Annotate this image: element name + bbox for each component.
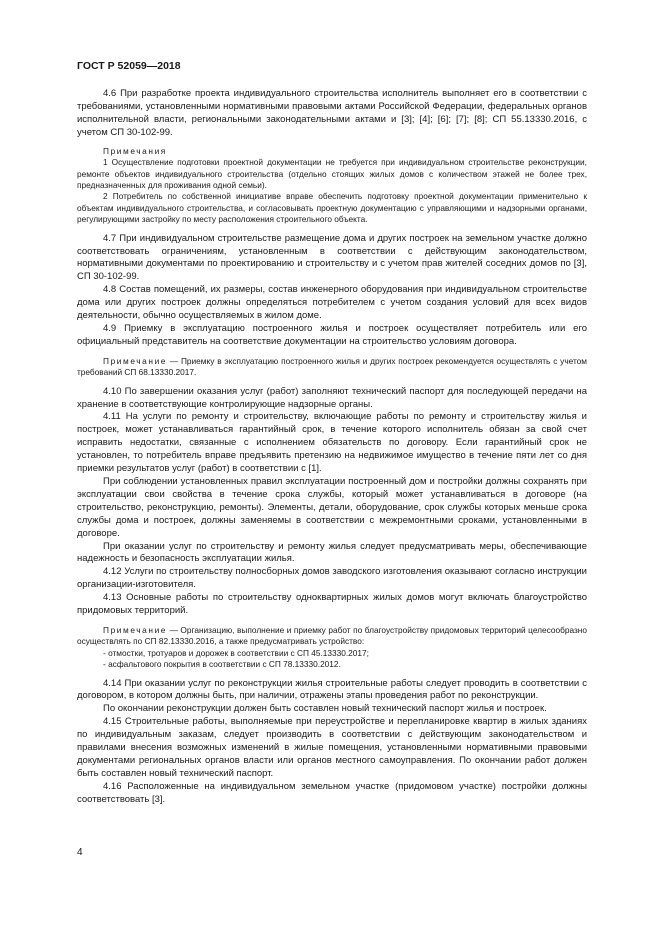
note-4-9-text: — Приемку в эксплуатацию построенного жилья и других построек рекомендуется осуществлять с учетом требований СП 68.13330.2017.	[77, 355, 588, 378]
clause-4-12: 4.12 Услуги по строительству полносборных домов заводского изготовления оказывают согласно инструкции организации-изготовителя.	[77, 566, 587, 591]
clause-4-11: 4.11 На услуги по ремонту и строительству, включающие работы по ремонту и строительству жилья и построек, может устанавливаться гарантийный срок, в течение которого исполнитель обязан за свой счет исправить недостатки, связанные с исполнением обязательств по договору. Если гарантийный срок не установлен, то потребитель вправе предъявить претензию на недвижимое имущество в течение пяти лет со дня приемки результатов услуг (работ) в соответствии с [1].	[77, 411, 587, 475]
clause-4-13: 4.13 Основные работы по строительству одноквартирных жилых домов могут включать благоустройство придомовых территорий.	[77, 592, 587, 617]
clause-4-11-c: При оказании услуг по строительству и ремонту жилья следует предусматривать меры, обеспечивающие надежность и безопасность эксплуатации жилья.	[77, 540, 587, 565]
clause-4-6: 4.6 При разработке проекта индивидуального строительства исполнитель выполняет его в соответствии с требованиями, установленными нормативными правовыми актами Российской Федерации, федеральных органов исполнительной власти, региональными законодательными актами и [3]; [4]; [6]; [7]; [8]; СП 55.13330.2016, с учетом СП 30-102-99.	[77, 88, 587, 138]
clause-4-10: 4.10 По завершении оказания услуг (работ) заполняют технический паспорт для последующей передачи на хранение в соответствующие контролирующие надзорные органы.	[77, 385, 587, 410]
document-header: ГОСТ Р 52059—2018	[77, 60, 181, 72]
page-number: 4	[77, 847, 83, 858]
note-label: Примечание	[103, 624, 168, 635]
clause-4-7: 4.7 При индивидуальном строительстве размещение дома и других построек на земельном участке должно соответствовать ограничениям, установленным в соответствии с действующим законодательством, нормативными документами по проектированию и строительству и с учетом прав жителей соседних домов по [3], СП 30-102-99.	[77, 232, 587, 283]
note-4-13-item-1: - отмостки, тротуаров и дорожек в соответствии с СП 45.13330.2017;	[103, 647, 369, 658]
note-4-13-text: — Организацию, выполнение и приемку работ по благоустройству придомовых территорий целесообразно осуществлять по СП 82.13330.2016, а также предусматривать устройство:	[77, 624, 587, 647]
clause-4-15: 4.15 Строительные работы, выполняемые при переустройстве и перепланировке квартир в жилых зданиях по индивидуальным заказам, следует производить в соответствии с действующим законодательством и правилами внесения возможных изменений в жилые помещения, установленными нормативными правовыми документами региональных органов власти или органов местного самоуправления. По окончании работ должен быть составлен новый технический паспорт.	[77, 716, 587, 779]
notes-heading: Примечания	[103, 145, 167, 156]
note-4-6-1: 1 Осуществление подготовки проектной документации не требуется при индивидуальном строительстве реконструкции, ремонте объектов индивидуального строительства (отдельно стоящих жилых домов с количеством этажей не более трех, предназначенных для проживания одной семьи).	[77, 157, 587, 191]
note-label: Примечание	[103, 355, 168, 366]
clause-4-14-b: По окончании реконструкции должен быть составлен новый технический паспорт жилья и построек.	[103, 703, 547, 715]
note-4-13-item-2: - асфальтового покрытия в соответствии с СП 78.13330.2012.	[103, 659, 341, 670]
note-4-6-2: 2 Потребитель по собственной инициативе вправе обеспечить подготовку проектной документации применительно к объектам индивидуального строительства, и согласовывать проектную документацию с управляющими и надзорными органами, регулирующими застройку по месту расположения строительного объекта.	[77, 191, 587, 225]
clause-4-14: 4.14 При оказании услуг по реконструкции жилья строительные работы следует проводить в соответствии с договором, в котором должны быть, при наличии, отражены этапы проведения работ по реконструкции.	[77, 677, 587, 702]
clause-4-16: 4.16 Расположенные на индивидуальном земельном участке (придомовом участке) постройки должны соответствовать [3].	[77, 780, 587, 805]
note-4-9	[77, 356, 587, 379]
note-4-13	[77, 625, 587, 648]
clause-4-8: 4.8 Состав помещений, их размеры, состав инженерного оборудования при индивидуальном строительстве дома или других построек должны определяться потребителем с учетом создания условий для всех видов деятельности, обычно осуществляемых в жилом доме.	[77, 284, 587, 322]
document-body	[77, 88, 587, 807]
clause-4-11-b: При соблюдении установленных правил эксплуатации построенный дом и постройки должны сохранять при эксплуатации свои свойства в течение срока службы, который может устанавливаться в договоре (на строительство, реконструкцию, ремонты). Элементы, детали, оборудование, срок службы которых меньше срока службы дома и построек, должны заменяемы в соответствии с межремонтными сроками, установленными в договоре.	[77, 475, 587, 539]
clause-4-9: 4.9 Приемку в эксплуатацию построенного жилья и построек осуществляет потребитель или его официальный представитель на соответствие документации на строительство условиям договора.	[77, 323, 587, 347]
